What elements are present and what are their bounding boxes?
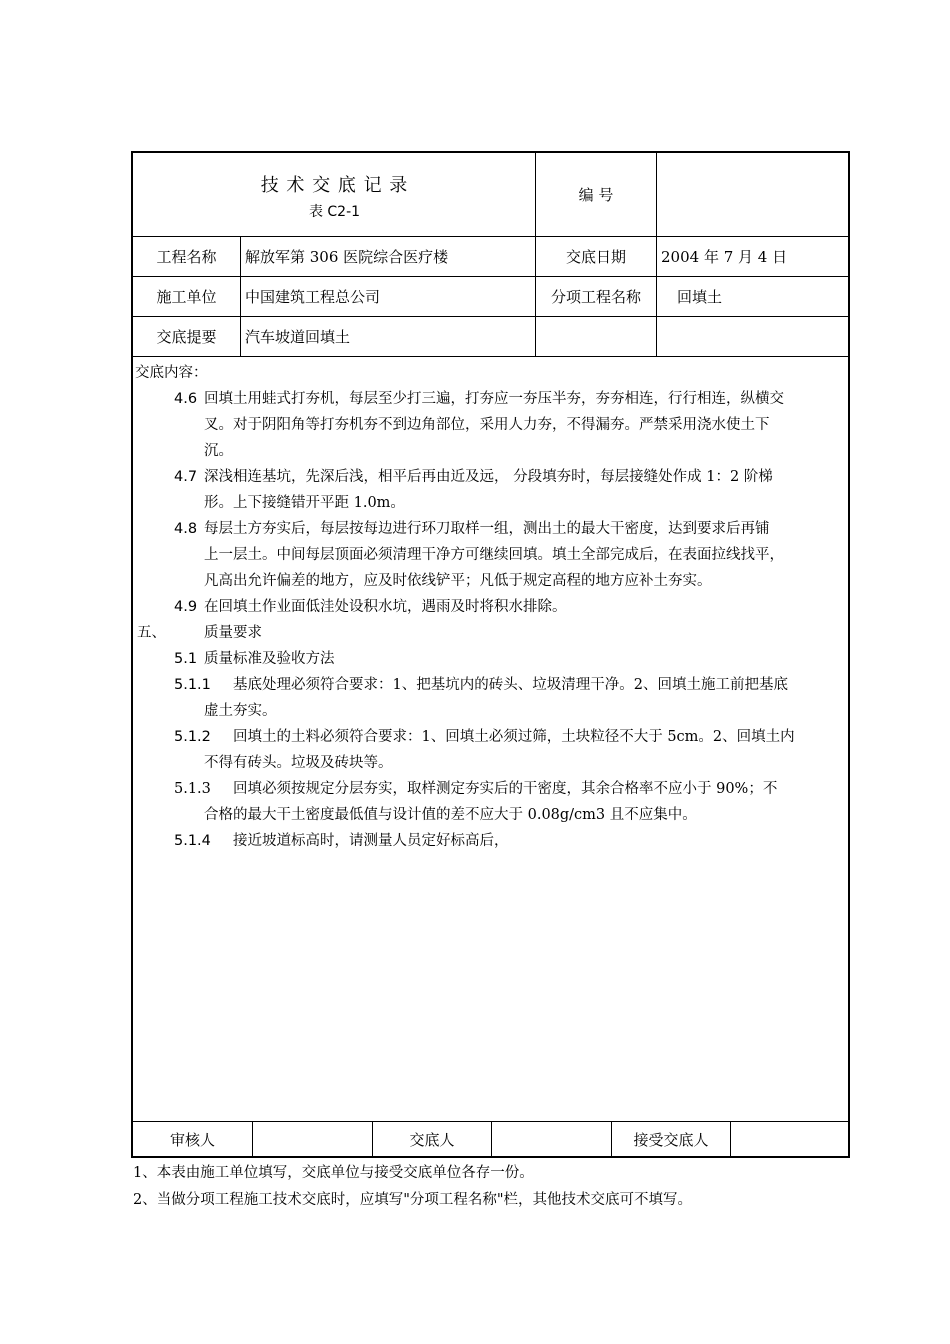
item-text: 上一层土。中间每层顶面必须清理干净方可继续回填。填土全部完成后，在表面拉线找平， — [204, 547, 784, 563]
item-number: 4.6 — [174, 391, 198, 407]
content-area — [137, 360, 848, 854]
subsection-5-1-heading — [137, 646, 848, 672]
notes — [133, 1160, 692, 1214]
receiver-label: 接受交底人 — [633, 1130, 709, 1149]
subsection-number: 5.1 — [174, 651, 198, 667]
item-number: 4.8 — [174, 521, 198, 537]
date-value[interactable]: 2004 年 7 月 4 日 — [661, 248, 788, 266]
form-code: 表 C2-1 — [308, 204, 361, 220]
item-5-1-3 — [137, 776, 848, 828]
item-text: 虚土夯实。 — [204, 703, 277, 719]
section-number: 五、 — [137, 625, 166, 641]
item-text: 沉。 — [204, 443, 233, 459]
summary-label: 交底提要 — [156, 328, 217, 346]
subitem-label: 分项工程名称 — [550, 288, 641, 306]
disclosure-form — [131, 151, 850, 1158]
item-number: 5.1.4 — [174, 833, 211, 849]
item-text: 在回填土作业面低洼处设积水坑，遇雨及时将积水排除。 — [204, 599, 567, 615]
item-text: 叉。对于阴阳角等打夯机夯不到边角部位，采用人力夯，不得漏夯。严禁采用浇水使土下 — [204, 417, 770, 433]
project-name-label: 工程名称 — [156, 248, 217, 266]
form-title: 技 术 交 底 记 录 — [260, 175, 409, 196]
unit-value[interactable]: 中国建筑工程总公司 — [245, 288, 381, 306]
item-4-9 — [137, 594, 848, 620]
number-label: 编 号 — [578, 186, 614, 204]
date-label: 交底日期 — [565, 248, 626, 266]
item-text: 深浅相连基坑，先深后浅，相平后再由近及远， 分段填夯时，每层接缝处作成 1：2 阶梯 — [204, 469, 773, 485]
subsection-title: 质量标准及验收方法 — [204, 651, 335, 667]
item-number: 5.1.1 — [174, 677, 211, 693]
item-text: 合格的最大干土密度最低值与设计值的差不应大于 0.08g/cm3 且不应集中。 — [204, 807, 697, 823]
item-text: 基底处理必须符合要求：1、把基坑内的砖头、垃圾清理干净。2、回填土施工前把基底 — [233, 677, 788, 693]
subitem-value[interactable]: 回填土 — [677, 288, 723, 306]
summary-value[interactable]: 汽车坡道回填土 — [245, 328, 351, 346]
item-4-6 — [137, 386, 848, 464]
reviewer-field[interactable] — [253, 1122, 372, 1156]
item-4-7 — [137, 464, 848, 516]
section-title: 质量要求 — [204, 625, 262, 641]
unit-label: 施工单位 — [156, 288, 217, 306]
section-5-heading — [137, 620, 848, 646]
item-5-1-2 — [137, 724, 848, 776]
item-text: 回填土用蛙式打夯机，每层至少打三遍，打夯应一夯压半夯，夯夯相连，行行相连，纵横交 — [204, 391, 784, 407]
content-heading: 交底内容： — [135, 365, 208, 381]
discloser-label: 交底人 — [409, 1130, 455, 1149]
item-text: 每层土方夯实后，每层按每边进行环刀取样一组，测出土的最大干密度，达到要求后再铺 — [204, 521, 770, 537]
item-number: 4.9 — [174, 599, 198, 615]
item-text: 形。上下接缝错开平距 1.0m。 — [204, 495, 405, 511]
item-4-8 — [137, 516, 848, 594]
note-item: 2、当做分项工程施工技术交底时，应填写"分项工程名称"栏，其他技术交底可不填写。 — [133, 1192, 693, 1208]
reviewer-label: 审核人 — [169, 1130, 215, 1149]
receiver-field[interactable] — [731, 1122, 848, 1156]
discloser-field[interactable] — [492, 1122, 611, 1156]
item-number: 5.1.2 — [174, 729, 211, 745]
item-text: 不得有砖头。垃圾及砖块等。 — [204, 755, 393, 771]
item-number: 4.7 — [174, 469, 198, 485]
item-text: 回填土的土料必须符合要求：1、回填土必须过筛，土块粒径不大于 5cm。2、回填土内 — [233, 729, 795, 745]
divider — [133, 356, 848, 357]
note-item: 1、本表由施工单位填写，交底单位与接受交底单位各存一份。 — [133, 1165, 534, 1181]
item-5-1-1 — [137, 672, 848, 724]
item-text: 凡高出允许偏差的地方，应及时依线铲平；凡低于规定高程的地方应补土夯实。 — [204, 573, 712, 589]
item-text: 接近坡道标高时，请测量人员定好标高后， — [233, 833, 509, 849]
item-text: 回填必须按规定分层夯实，取样测定夯实后的干密度，其余合格率不应小于 90%；不 — [233, 781, 778, 797]
item-5-1-4 — [137, 828, 848, 854]
project-name-value[interactable]: 解放军第 306 医院综合医疗楼 — [245, 248, 449, 266]
number-value[interactable] — [657, 153, 850, 236]
item-number: 5.1.3 — [174, 781, 211, 797]
